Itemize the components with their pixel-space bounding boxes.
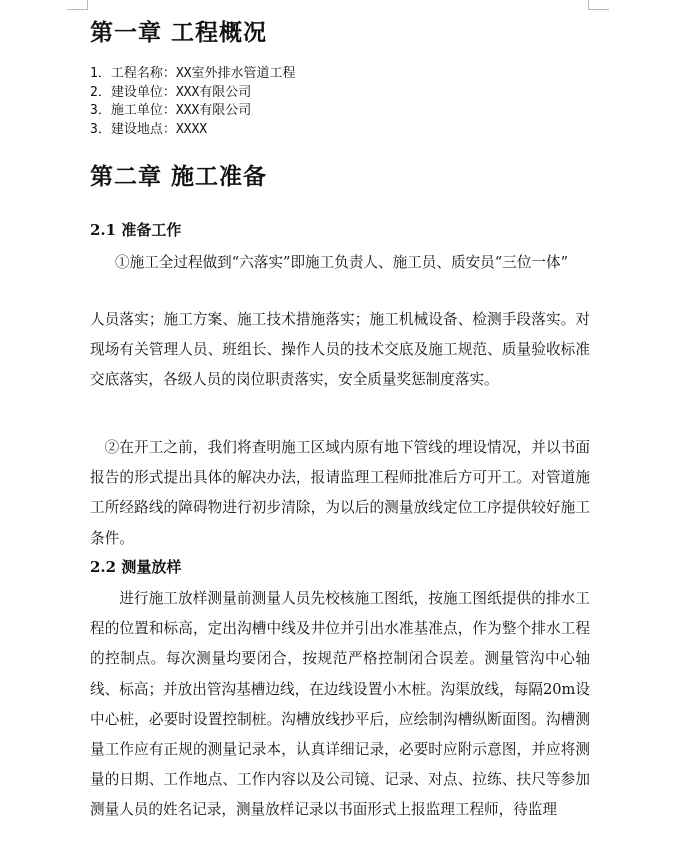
prep-item-1-lead: ①施工全过程做到“六落实”即施工负责人、施工员、质安员“三位一体” [115,254,569,271]
chapter-2-title: 第二章 施工准备 [90,163,268,190]
prep-item-1-body: 人员落实；施工方案、施工技术措施落实；施工机械设备、检测手段落实。对现场有关管理人员、班组长、操作人员的技术交底及施工规范、质量验收标准交底落实，各级人员的岗位职责落实，安全质量奖惩制度落实。 [90,311,590,389]
survey-paragraph: 进行施工放样测量前测量人员先校核施工图纸，按施工图纸提供的排水工程的位置和标高，定出沟槽中线及井位并引出水准基准点，作为整个排水工程的控制点。每次测量均要闭合，按规范严格控制闭合误差。测量管沟中心轴线、标高；并放出管沟基槽边线，在边线设置小木桩。沟渠放线，每隔20m设中心桩，必要时设置控制桩。沟槽放线抄平后，应绘制沟槽纵断面图。沟槽测量工作应有正规的测量记录本，认真详细记录，必要时应附示意图，并应将测量的日期、工作地点、工作内容以及公司镜、记录、对点、拉练、扶尺等参加测量人员的姓名记录，测量放样记录以书面形式上报监理工程师，待监理 [90,590,590,819]
info-contractor: 3．施工单位：XXX有限公司 [90,103,252,118]
page-corner-mark-right [588,0,609,10]
project-info-list [90,65,295,139]
section-2-1-heading: 2.1 准备工作 [90,221,182,239]
section-2-2-heading: 2.2 测量放样 [90,558,182,576]
info-project-name: 1．工程名称：XX室外排水管道工程 [90,66,296,81]
chapter-1-title: 第一章 工程概况 [90,19,268,46]
page-corner-mark-left [67,0,88,10]
prep-item-2: ②在开工之前，我们将查明施工区域内原有地下管线的埋设情况，并以书面报告的形式提出具体的解决办法，报请监理工程师批准后方可开工。对管道施工所经路线的障碍物进行初步清除，为以后的测量放线定位工序提供较好施工条件。 [90,439,590,547]
info-client: 2．建设单位：XXX有限公司 [90,84,252,100]
info-location: 3．建设地点：XXXX [90,121,208,137]
